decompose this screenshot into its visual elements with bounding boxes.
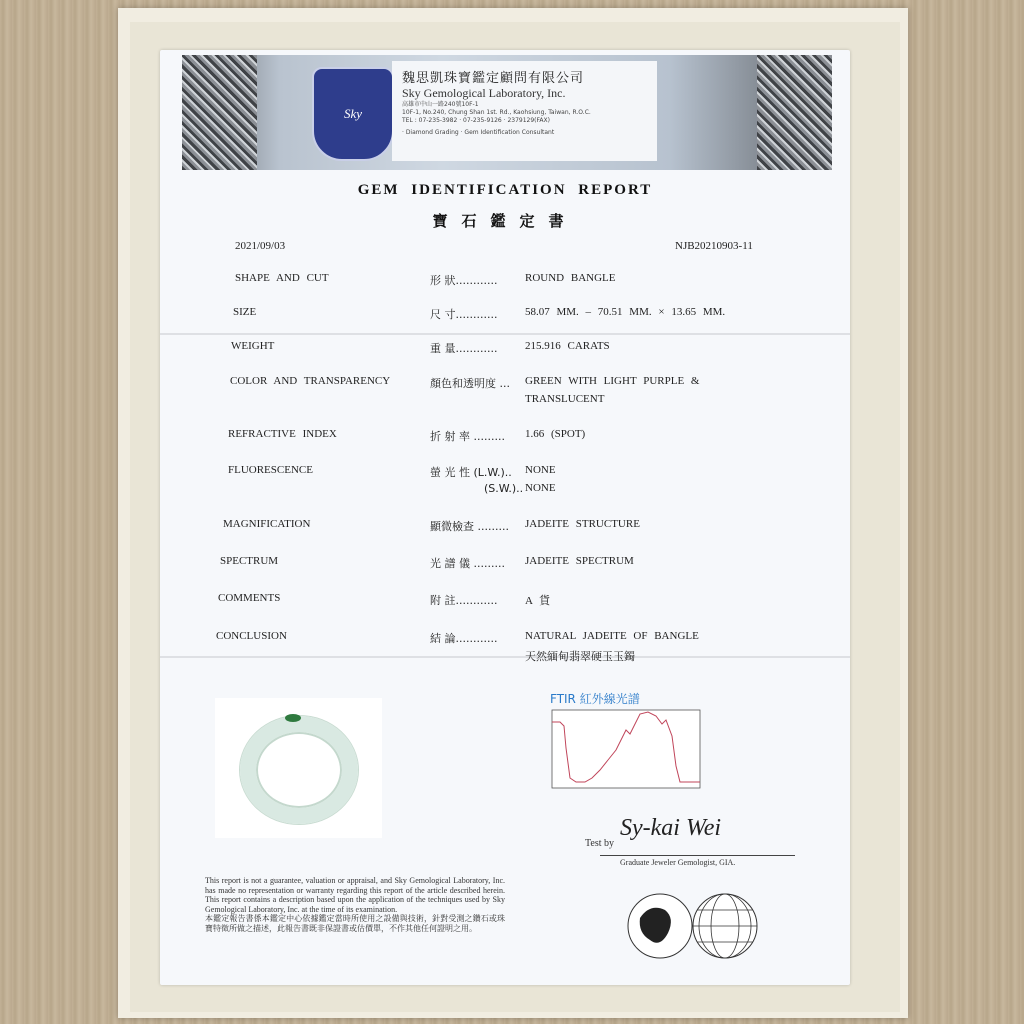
- chart-frame: [552, 710, 700, 788]
- company-address-zh: 高雄市中山一路240號10F-1: [402, 101, 479, 108]
- field-value: JADEITE STRUCTURE: [525, 518, 640, 530]
- gemologist-credential: Graduate Jeweler Gemologist, GIA.: [620, 858, 736, 867]
- fold-line: [160, 333, 850, 335]
- company-name-en: Sky Gemological Laboratory, Inc.: [402, 86, 566, 100]
- disclaimer: [205, 876, 505, 934]
- crest-text: Sky: [343, 106, 363, 121]
- field-label: SIZE: [233, 306, 257, 318]
- report-number: NJB20210903-11: [675, 240, 753, 252]
- report-date: 2021/09/03: [235, 240, 286, 252]
- field-label-zh: 折 射 率 .........: [430, 430, 505, 443]
- field-value-secondary: NONE: [525, 482, 556, 494]
- field-value: NONE: [525, 464, 556, 476]
- company-tel: TEL : 07-235-3982 · 07-235-9126 · 2379129(FAX): [402, 117, 550, 124]
- field-label: REFRACTIVE INDEX: [228, 428, 337, 440]
- field-value: 1.66 (SPOT): [525, 428, 586, 440]
- field-label-zh: 附 註............: [430, 594, 498, 607]
- crest-logo: [312, 67, 394, 161]
- ftir-label: FTIR 紅外線光譜: [550, 692, 640, 706]
- field-label: SPECTRUM: [220, 555, 279, 567]
- field-label: COMMENTS: [218, 592, 281, 604]
- report-title-zh: 寶石鑑定書: [432, 212, 578, 230]
- field-label: WEIGHT: [231, 340, 275, 352]
- field-value: GREEN WITH LIGHT PURPLE &: [525, 375, 700, 387]
- field-label: FLUORESCENCE: [228, 464, 313, 476]
- field-label-zh: 顏色和透明度 ...: [430, 377, 510, 390]
- field-label-zh: 形 狀............: [430, 274, 498, 287]
- report-sheet: [160, 50, 850, 985]
- letterhead: [182, 55, 832, 170]
- bangle-photo: [215, 698, 382, 838]
- disclaimer-en: This report is not a guarantee, valuation or appraisal, and Sky Gemological Laboratory, Inc. has made no representation or warranty regarding this report of the article described herein. This report contains a description based upon the application of the techniques used by Sky Gemological Laboratory, Inc. at the time of its examination.: [205, 876, 505, 914]
- ftir-spectrum-chart: [530, 708, 705, 798]
- field-label-zh: 顯微檢查 .........: [430, 520, 509, 533]
- company-name-zh: 魏思凱珠寶鑑定顧問有限公司: [402, 71, 585, 86]
- field-label-zh: 螢 光 性 (L.W.)..: [430, 466, 512, 479]
- company-address-en: 10F-1, No.240, Chung Shan 1st. Rd., Kaohsiung, Taiwan, R.O.C.: [402, 109, 591, 116]
- field-label: CONCLUSION: [216, 630, 287, 642]
- fold-line: [160, 656, 850, 658]
- field-label: MAGNIFICATION: [223, 518, 311, 530]
- field-label-zh: 重 量............: [430, 342, 498, 355]
- disclaimer-zh: 本鑑定報告書係本鑑定中心依據鑑定當時所使用之設備與技術，針對受測之鑽石或珠寶特徵所做之描述，此報告書既非保證書或估價單，不作其他任何證明之用。: [205, 914, 505, 933]
- green-spot: [285, 714, 301, 722]
- globe-emblem: [620, 888, 770, 963]
- field-label-zh: 尺 寸............: [430, 308, 498, 321]
- signature: Sy-kai Wei: [620, 815, 722, 841]
- field-value: 215.916 CARATS: [525, 340, 610, 352]
- company-services: · Diamond Grading · Gem Identification Consultant: [402, 129, 555, 136]
- report-title: GEM IDENTIFICATION REPORT: [357, 182, 653, 198]
- field-value: A 貨: [525, 595, 551, 607]
- field-value-secondary: TRANSLUCENT: [525, 393, 605, 405]
- field-label-zh-secondary: (S.W.)..: [484, 482, 524, 495]
- field-label-zh: 結 論............: [430, 632, 498, 645]
- field-value: ROUND BANGLE: [525, 272, 616, 284]
- field-value-secondary: 天然緬甸翡翠硬玉玉鐲: [525, 650, 635, 663]
- knight-ornament-right: [757, 55, 832, 170]
- field-value: 58.07 MM. – 70.51 MM. × 13.65 MM.: [525, 306, 726, 318]
- signature-line: [600, 855, 795, 856]
- field-label: SHAPE AND CUT: [235, 272, 329, 284]
- field-value: JADEITE SPECTRUM: [525, 555, 634, 567]
- company-info: [392, 61, 657, 161]
- field-label: COLOR AND TRANSPARENCY: [230, 375, 391, 387]
- knight-ornament-left: [182, 55, 257, 170]
- bangle-ring: [240, 716, 358, 824]
- field-label-zh: 光 譜 儀 .........: [430, 557, 505, 570]
- field-value: NATURAL JADEITE OF BANGLE: [525, 630, 699, 642]
- test-by-label: Test by: [585, 838, 615, 849]
